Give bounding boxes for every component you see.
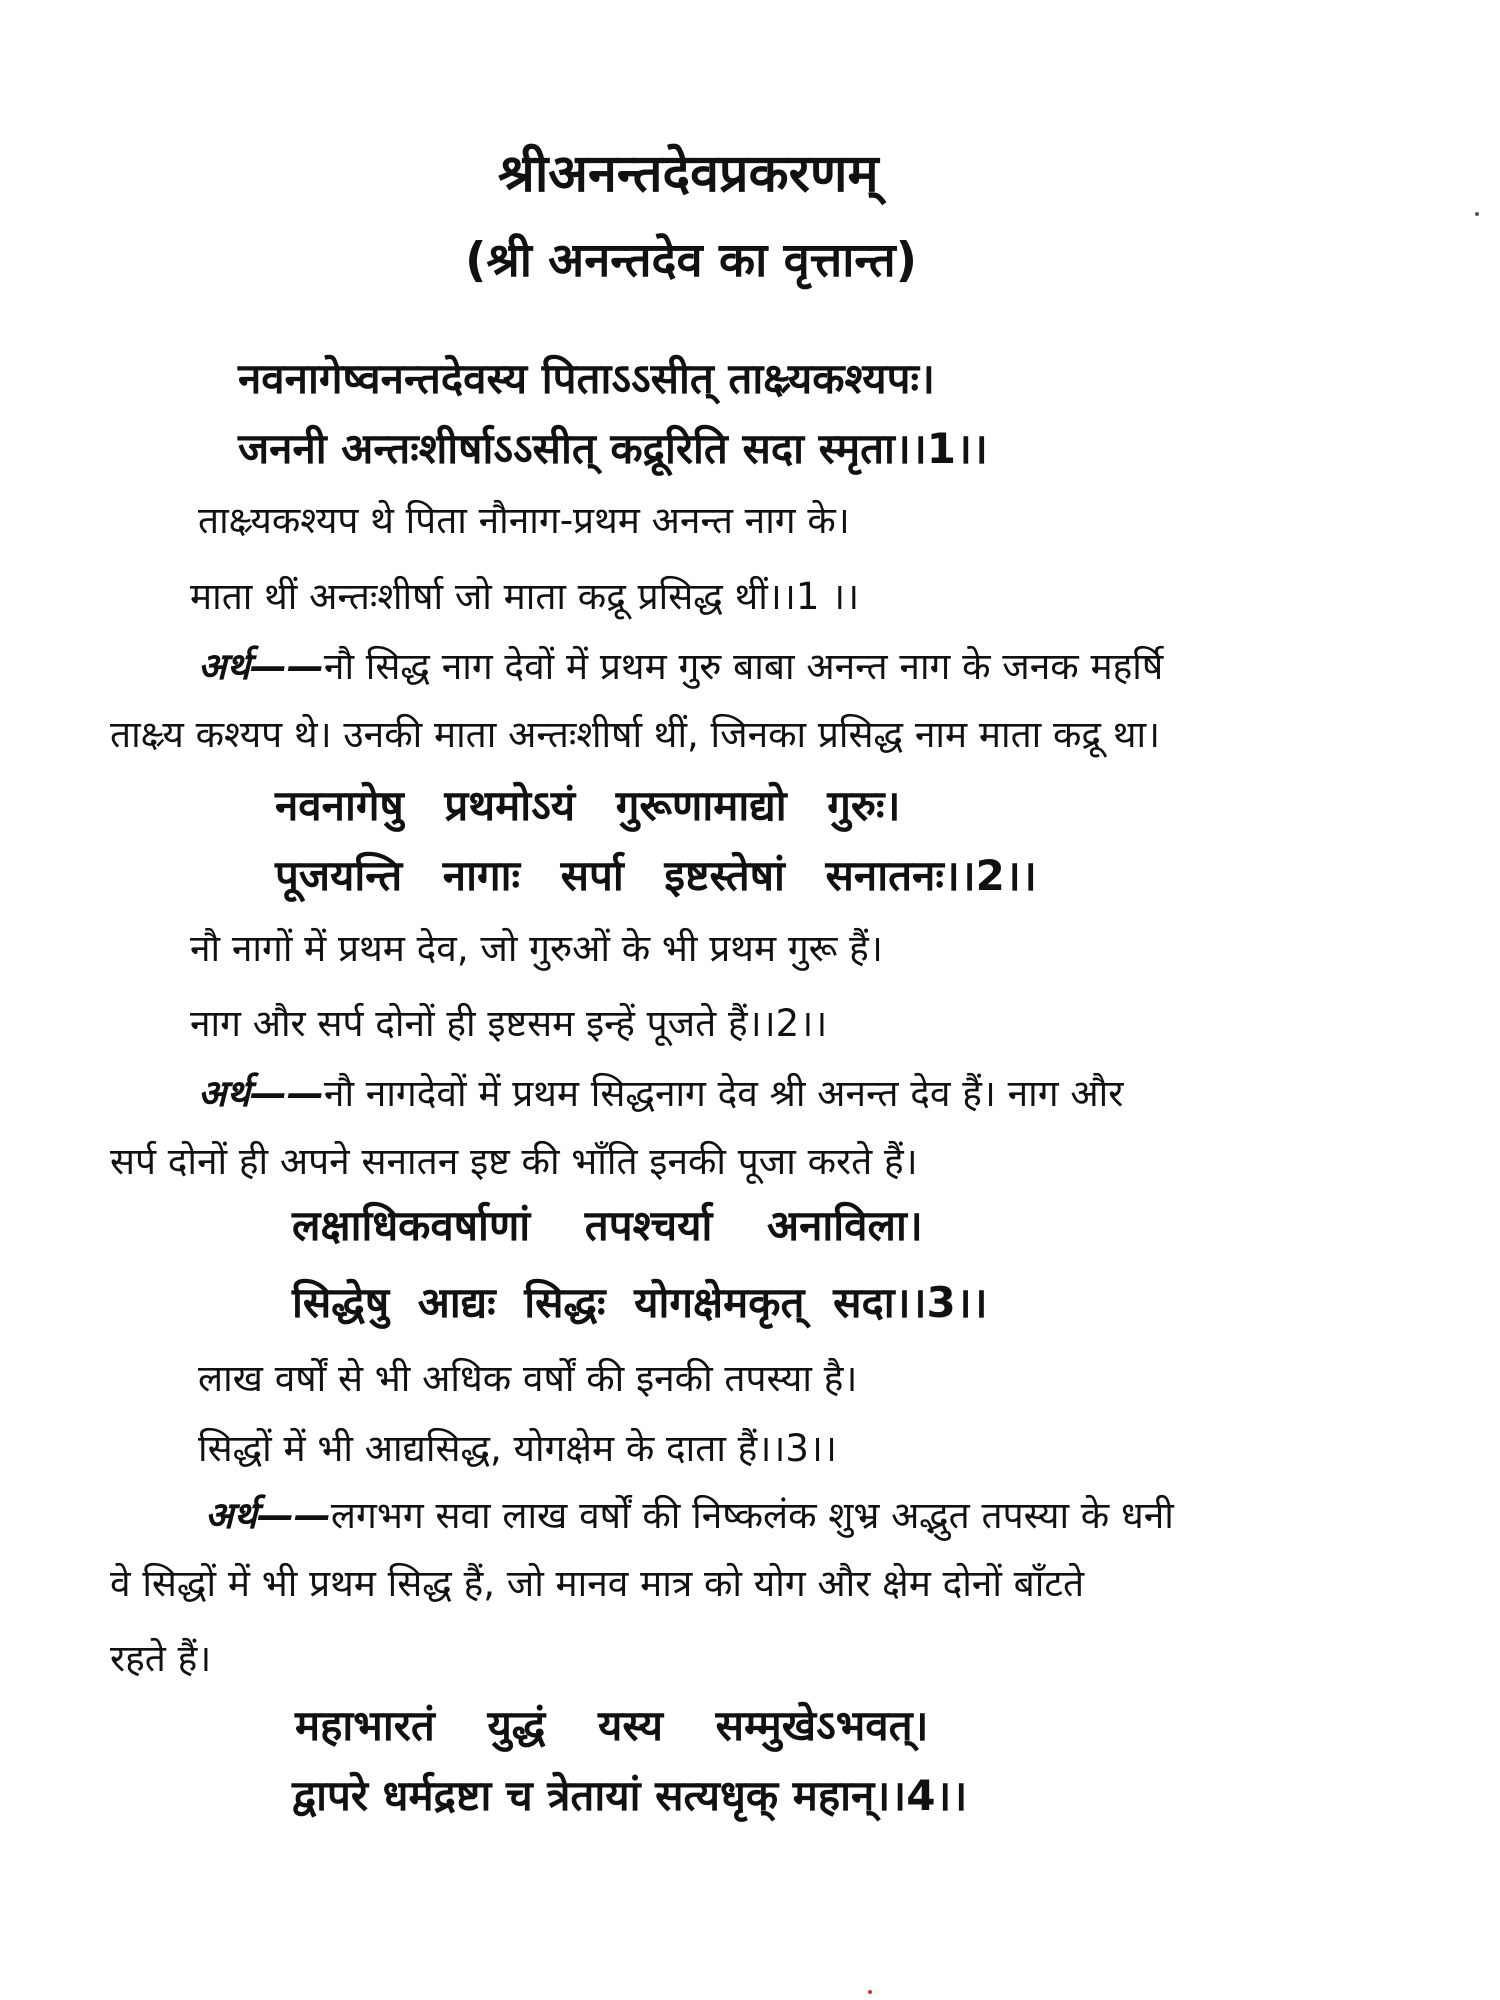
sanskrit-verse-2-line-1: नवनागेषु प्रथमोऽयं गुरूणामाद्यो गुरुः। [275,781,901,830]
meaning-label: अर्थ—— [198,1072,324,1115]
sanskrit-verse-1-line-1: नवनागेष्वनन्तदेवस्य पिताऽऽसीत् ताक्ष्र्यकश्यपः। [238,354,935,403]
sanskrit-verse-1-line-2: जननी अन्तःशीर्षाऽऽसीत् कद्रूरिति सदा स्मृता।।1।। [238,424,988,473]
hindi-verse-3-line-1: लाख वर्षों से भी अधिक वर्षों की इनकी तपस्या है। [198,1357,858,1400]
sanskrit-verse-3-line-1: लक्षाधिकवर्षाणां तपश्चर्या अनाविला। [292,1201,923,1250]
sanskrit-verse-2-line-2: पूजयन्ति नागाः सर्पा इष्टस्तेषां सनातनः।।2।। [275,851,1037,900]
meaning-1-line-2: ताक्ष्र्य कश्यप थे। उनकी माता अन्तःशीर्षा थीं, जिनका प्रसिद्ध नाम माता कद्रू था। [110,713,1161,756]
hindi-verse-2-line-2: नाग और सर्प दोनों ही इष्टसम इन्हें पूजते हैं।।2।। [190,1002,828,1045]
meaning-2-line-1 [198,1072,1423,1115]
meaning-text: नौ सिद्ध नाग देवों में प्रथम गुरु बाबा अनन्त नाग के जनक महर्षि [323,645,1164,688]
hindi-verse-1-line-1: ताक्ष्र्यकश्यप थे पिता नौनाग-प्रथम अनन्त नाग के। [198,499,850,542]
hindi-verse-2-line-1: नौ नागों में प्रथम देव, जो गुरुओं के भी प्रथम गुरू हैं। [190,927,883,970]
meaning-text: लगभग सवा लाख वर्षों की निष्कलंक शुभ्र अद्भुत तपस्या के धनी [330,1494,1174,1537]
sanskrit-verse-4-line-1: महाभारतं युद्धं यस्य सम्मुखेऽभवत्। [295,1701,929,1750]
scan-speck [868,1990,872,1994]
meaning-label: अर्थ—— [198,645,324,688]
meaning-2-line-2: सर्प दोनों ही अपने सनातन इष्ट की भाँति इनकी पूजा करते हैं। [110,1140,918,1183]
meaning-1-line-1 [198,645,1423,688]
scan-speck [1475,212,1479,216]
page-title: श्रीअनन्तदेवप्रकरणम् [498,144,879,204]
hindi-verse-3-line-2: सिद्धों में भी आद्यसिद्ध, योगक्षेम के दाता हैं।।3।। [198,1427,837,1470]
meaning-text: नौ नागदेवों में प्रथम सिद्धनाग देव श्री अनन्त देव हैं। नाग और [323,1072,1124,1115]
meaning-label: अर्थ—— [205,1494,331,1537]
meaning-3-line-2: वे सिद्धों में भी प्रथम सिद्ध हैं, जो मानव मात्र को योग और क्षेम दोनों बाँटते [110,1562,1085,1605]
hindi-verse-1-line-2: माता थीं अन्तःशीर्षा जो माता कद्रू प्रसिद्ध थीं।।1 ।। [190,575,860,618]
meaning-3-line-1 [205,1494,1425,1537]
sanskrit-verse-3-line-2: सिद्धेषु आद्यः सिद्धः योगक्षेमकृत् सदा।।3।। [292,1278,988,1327]
sanskrit-verse-4-line-2: द्वापरे धर्मद्रष्टा च त्रेतायां सत्यधृक् महान्।।4।। [292,1771,968,1820]
meaning-3-line-3: रहते हैं। [110,1637,212,1680]
page-subtitle: (श्री अनन्तदेव का वृत्तान्त) [465,233,918,288]
